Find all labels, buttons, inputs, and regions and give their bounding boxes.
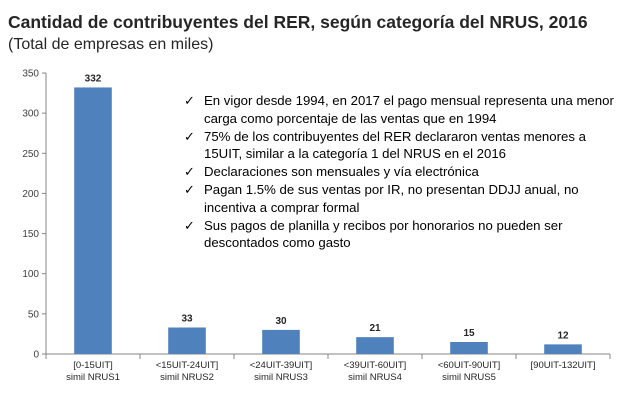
data-label: 30 xyxy=(275,315,287,327)
check-icon: ✓ xyxy=(184,217,195,233)
note-item xyxy=(184,128,624,164)
x-category-label: simil NRUS3 xyxy=(254,372,308,383)
x-category-label: simil NRUS4 xyxy=(348,372,402,383)
y-tick-label: 200 xyxy=(22,188,39,200)
x-category-label: <24UIT-39UIT] xyxy=(249,360,313,371)
x-category-label: <15UIT-24UIT] xyxy=(155,360,219,371)
y-tick-label: 0 xyxy=(33,349,39,361)
bar xyxy=(450,342,488,354)
y-tick-label: 300 xyxy=(22,108,39,120)
x-category-label: simil NRUS1 xyxy=(66,372,120,383)
note-item xyxy=(184,217,624,253)
note-text: Pagan 1.5% de sus ventas por IR, no presentan DDJJ anual, no incentiva a comprar formal xyxy=(204,181,579,215)
x-category-label: <39UIT-60UIT] xyxy=(343,360,407,371)
chart-title: Cantidad de contribuyentes del RER, según categoría del NRUS, 2016 xyxy=(8,12,588,32)
data-label: 12 xyxy=(557,330,569,342)
y-tick-label: 250 xyxy=(22,148,39,160)
note-text: 75% de los contribuyentes del RER declararon ventas menores a 15UIT, similar a la categoría 1 del NRUS en el 2016 xyxy=(204,128,586,162)
bar xyxy=(262,330,300,354)
x-category-label: simil NRUS2 xyxy=(160,372,214,383)
bar xyxy=(74,87,112,354)
x-category-label: [90UIT-132UIT] xyxy=(530,360,596,371)
data-label: 21 xyxy=(369,323,381,335)
note-item xyxy=(184,181,624,217)
bar xyxy=(168,328,206,354)
check-icon: ✓ xyxy=(184,93,195,108)
y-tick-label: 350 xyxy=(22,68,39,80)
chart-subtitle: (Total de empresas en miles) xyxy=(8,36,214,53)
x-category-label: simil NRUS5 xyxy=(442,372,496,383)
note-text: En vigor desde 1994, en 2017 el pago mensual representa una menor carga como porcentaje de las ventas que en 1994 xyxy=(204,93,614,126)
y-tick-label: 100 xyxy=(22,269,39,281)
note-text: Sus pagos de planilla y recibos por honorarios no pueden ser descontados como gasto xyxy=(204,217,563,251)
y-tick-label: 50 xyxy=(27,309,39,321)
note-item xyxy=(184,163,624,181)
y-tick-label: 150 xyxy=(22,229,39,241)
bar xyxy=(544,344,582,354)
note-item xyxy=(184,92,624,128)
check-icon: ✓ xyxy=(184,164,195,180)
check-icon: ✓ xyxy=(184,128,195,144)
x-category-label: <60UIT-90UIT] xyxy=(437,360,501,371)
check-icon: ✓ xyxy=(184,181,195,197)
bar xyxy=(356,337,394,354)
notes-list xyxy=(184,92,624,252)
data-label: 332 xyxy=(84,73,102,85)
note-text: Declaraciones son mensuales y vía electrónica xyxy=(204,164,479,180)
data-label: 15 xyxy=(463,327,475,339)
x-category-label: [0-15UIT] xyxy=(73,360,113,371)
data-label: 33 xyxy=(181,313,193,325)
